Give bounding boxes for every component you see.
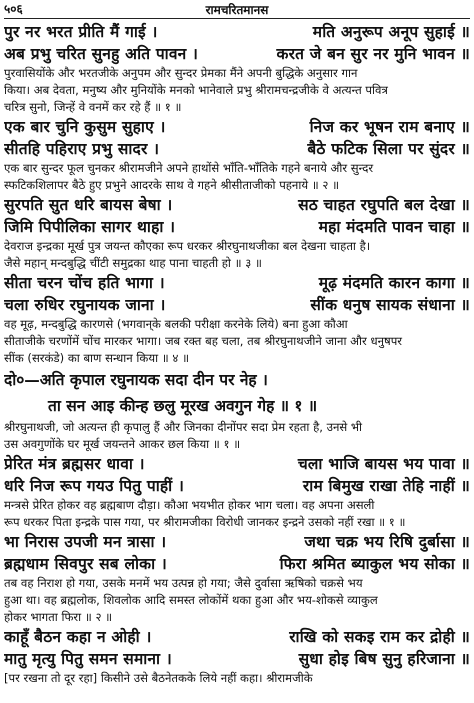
- verse-half-second: चला भाजि बायस भय पावा ॥: [297, 455, 470, 473]
- prose-line: तब वह निराश हो गया, उसके मनमें भय उत्पन्न हो गया; जैसे दुर्वासा ऋषिको चक्रसे भय: [4, 576, 363, 590]
- prose-line: किया। अब देवता, मनुष्य और मुनियोंके मनको भानेवाले प्रभु श्रीरामचन्द्रजीके वे अत्यन्त पवित्र: [4, 83, 388, 97]
- verse-half-second: मति अनुरूप अनूप सुहाई ॥: [312, 23, 470, 41]
- verse-half-first: भा निरास उपजी मन त्रासा ।: [4, 533, 167, 551]
- verse-line: [4, 626, 470, 648]
- verse-half-first: चला रुधिर रघुनायक जाना ।: [4, 296, 166, 314]
- verse-line: [4, 21, 470, 43]
- prose-line: एक बार सुन्दर फूल चुनकर श्रीरामजीने अपने हाथोंसे भाँति-भाँतिके गहने बनाये और सुन्दर: [4, 161, 374, 175]
- prose-line: जैसे महान् मन्दबुद्धि चींटी समुद्रका थाह पाना चाहती हो ॥ ३ ॥: [4, 256, 262, 270]
- prose-line: सींक (सरकंडे) का बाण सन्धान किया ॥ ४ ॥: [4, 351, 190, 365]
- verse-half-first: सीतहि पहिराए प्रभु सादर ।: [4, 140, 160, 158]
- verse-half-first: सीता चरन चोंच हति भागा ।: [4, 274, 165, 292]
- doha-line: ता सन आइ कीन्ह छलु मूरख अवगुन गेह ॥ १ ॥: [48, 397, 318, 415]
- verse-line: [4, 216, 470, 238]
- verse-line: [4, 453, 470, 475]
- text-body: [4, 21, 470, 687]
- verse-line: [4, 194, 470, 216]
- verse-line: [4, 531, 470, 553]
- prose-line: स्फटिकशिलापर बैठे हुए प्रभुने आदरके साथ वे गहने श्रीसीताजीको पहनाये ॥ २ ॥: [4, 178, 340, 192]
- verse-line: [4, 116, 470, 138]
- verse-line: [4, 294, 470, 316]
- prose-line: वह मूढ़, मन्दबुद्धि कारणसे (भगवान्‌के बलकी परीक्षा करनेके लिये) बना हुआ कौआ: [4, 317, 348, 331]
- page-number: ५०६: [4, 2, 23, 16]
- verse-half-second: मूढ़ मंदमति कारन कागा ॥: [318, 274, 470, 292]
- doha-line: दो०—अति कृपाल रघुनायक सदा दीन पर नेह ।: [4, 371, 268, 389]
- prose-line: होकर भागता फिरा ॥ २ ॥: [4, 610, 113, 624]
- verse-half-second: राखि को सकइ राम कर द्रोही ॥: [289, 628, 470, 646]
- verse-half-first: एक बार चुनि कुसुम सुहाए ।: [4, 118, 166, 136]
- verse-half-first: काहूँ बैठन कहा न ओही ।: [4, 628, 152, 646]
- verse-half-first: पुर नर भरत प्रीति मैं गाई ।: [4, 23, 158, 41]
- verse-line: [4, 475, 470, 497]
- verse-half-second: फिरा श्रमित ब्याकुल भय सोका ॥: [279, 555, 470, 573]
- verse-half-second: सींक धनुष सायक संधाना ॥: [310, 296, 470, 314]
- verse-half-first: प्रेरित मंत्र ब्रह्मसर धावा ।: [4, 455, 145, 473]
- prose-line: पुरवासियोंके और भरतजीके अनुपम और सुन्दर प्रेमका मैंने अपनी बुद्धिके अनुसार गान: [4, 66, 358, 80]
- prose-line: रूप धरकर पिता इन्द्रके पास गया, पर श्रीरामजीका विरोधी जानकर इन्द्रने उसको नहीं रखा ॥ १ ॥: [4, 515, 406, 529]
- verse-half-first: मातु मृत्यु पितु समन समाना ।: [4, 650, 172, 668]
- page-header: [4, 0, 470, 19]
- verse-half-first: ब्रह्मधाम सिवपुर सब लोका ।: [4, 555, 167, 573]
- verse-half-second: सुधा होइ बिष सुनु हरिजाना ॥: [298, 650, 470, 668]
- verse-half-second: राम बिमुख राखा तेहि नाहीं ॥: [302, 477, 470, 495]
- prose-line: चरित्र सुनो, जिन्हें वे वनमें कर रहे हैं ॥ १ ॥: [4, 100, 182, 114]
- verse-line: [4, 138, 470, 160]
- verse-half-second: करत जे बन सुर नर मुनि भावन ॥: [276, 45, 470, 63]
- verse-half-second: सठ चाहत रघुपति बल देखा ॥: [298, 196, 470, 214]
- prose-line: [पर रखना तो दूर रहा] किसीने उसे बैठनेतकके लिये नहीं कहा। श्रीरामजीके: [4, 671, 313, 685]
- verse-line: [4, 648, 470, 670]
- verse-half-second: जथा चक्र भय रिषि दुर्बासा ॥: [304, 533, 470, 551]
- verse-half-first: सुरपति सुत धरि बायस बेषा ।: [4, 196, 173, 214]
- verse-half-first: धरि निज रूप गयउ पितु पाहीं ।: [4, 477, 185, 495]
- verse-half-second: बैठे फटिक सिला पर सुंदर ॥: [307, 140, 470, 158]
- prose-line: श्रीरघुनाथजी, जो अत्यन्त ही कृपालु हैं और जिनका दीनोंपर सदा प्रेम रहता है, उनसे भी: [4, 420, 363, 434]
- verse-half-second: निज कर भूषन राम बनाए ॥: [309, 118, 470, 136]
- running-title: रामचरितमानस: [205, 3, 269, 17]
- prose-line: हुआ था। वह ब्रह्मलोक, शिवलोक आदि समस्त लोकोंमें थका हुआ और भय-शोकसे व्याकुल: [4, 593, 378, 607]
- verse-half-first: जिमि पिपीलिका सागर थाहा ।: [4, 218, 176, 236]
- prose-line: मन्त्रसे प्रेरित होकर वह ब्रह्मबाण दौड़ा। कौआ भयभीत होकर भाग चला। वह अपना असली: [4, 498, 375, 512]
- verse-half-second: महा मंदमति पावन चाहा ॥: [318, 218, 470, 236]
- prose-line: उस अवगुणोंके घर मूर्ख जयन्तने आकर छल किया ॥ १ ॥: [4, 437, 241, 451]
- verse-line: [4, 553, 470, 575]
- verse-line: [4, 272, 470, 294]
- verse-half-first: अब प्रभु चरित सुनहु अति पावन ।: [4, 45, 199, 63]
- verse-line: [4, 43, 470, 65]
- prose-line: देवराज इन्द्रका मूर्ख पुत्र जयन्त कौएका रूप धरकर श्रीरघुनाथजीका बल देखना चाहता है।: [4, 239, 371, 253]
- prose-line: सीताजीके चरणोंमें चोंच मारकर भागा। जब रक्त बह चला, तब श्रीरघुनाथजीने जाना और धनुषपर: [4, 334, 403, 348]
